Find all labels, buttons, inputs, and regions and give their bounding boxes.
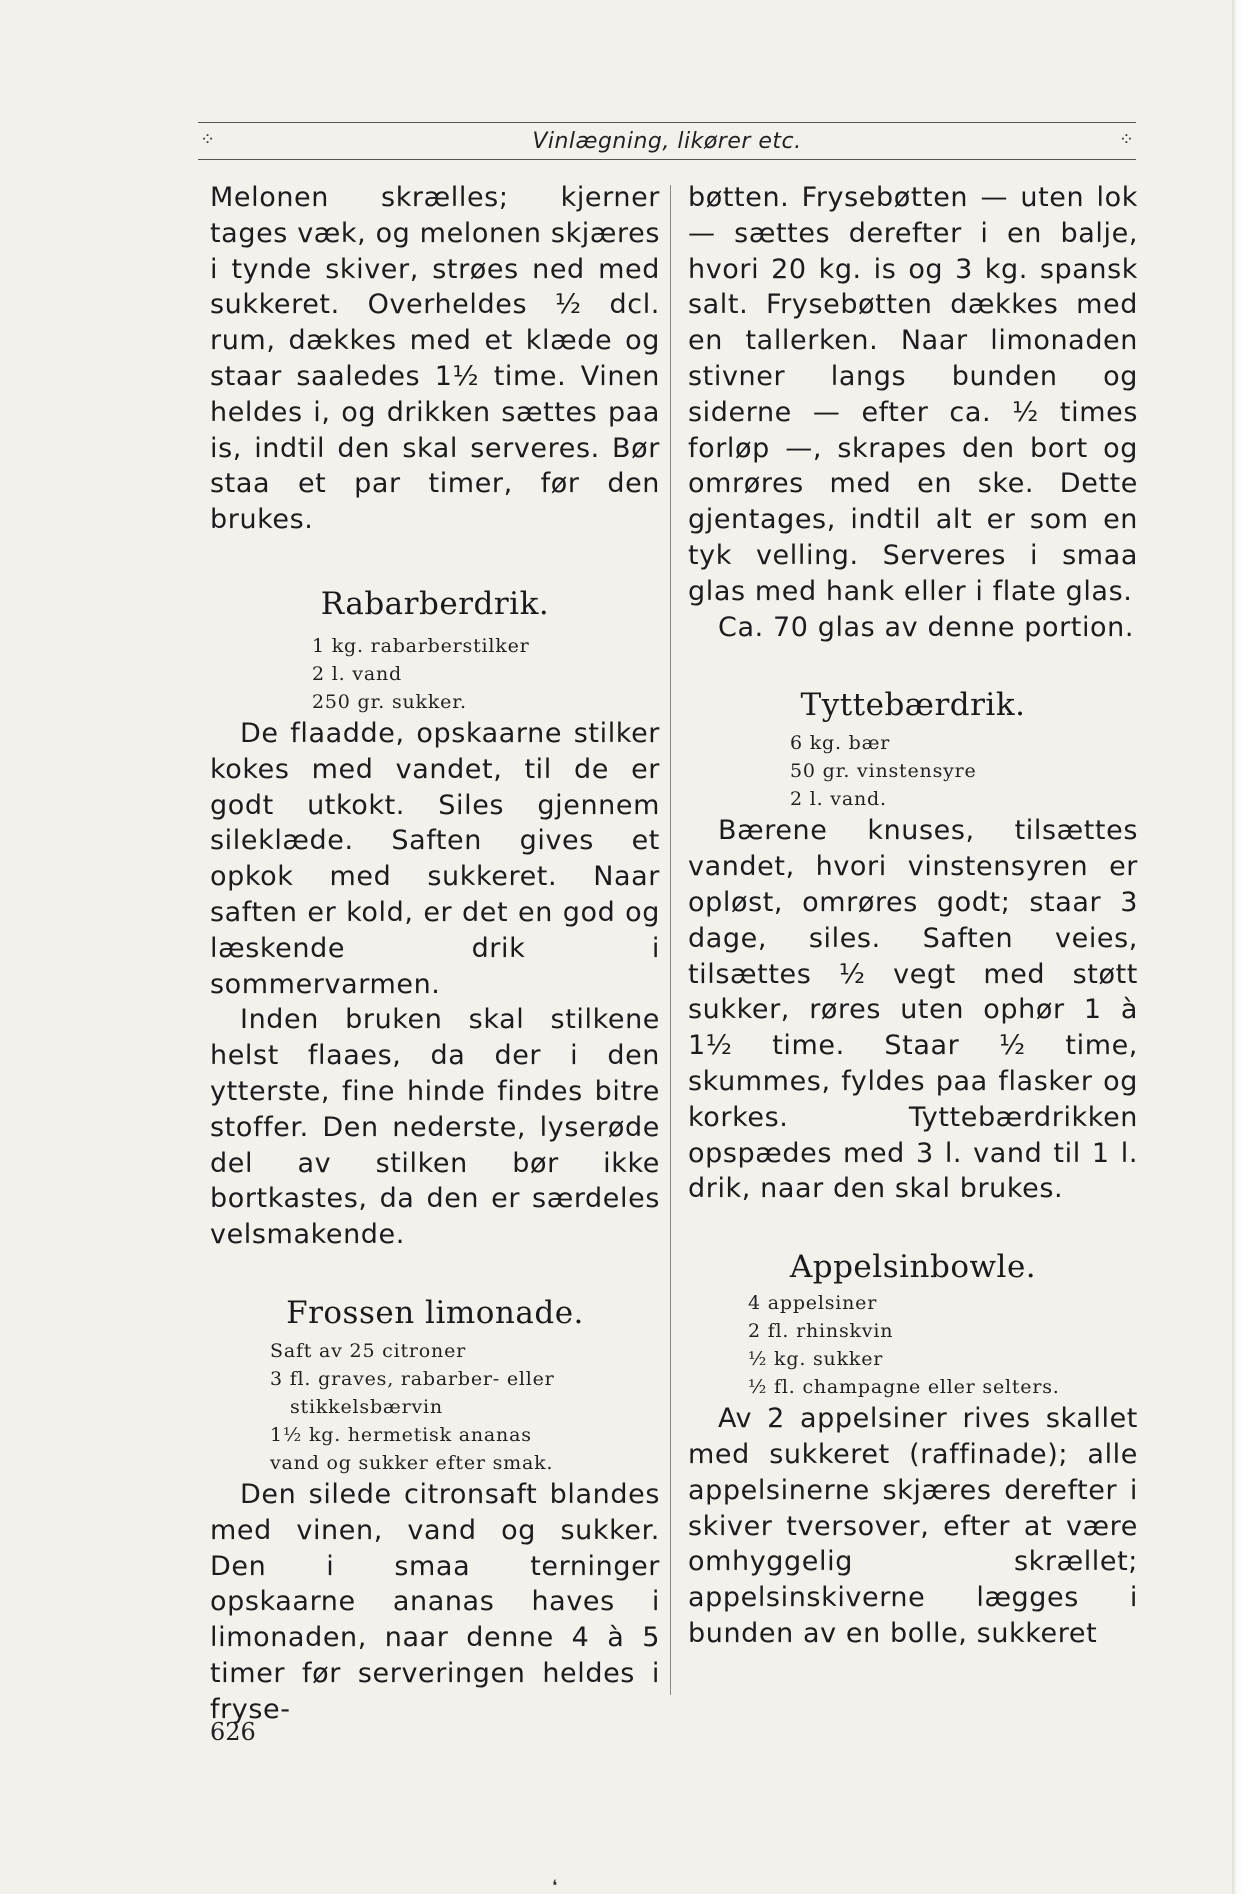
ingredient-item: 1½ kg. hermetisk ananas xyxy=(270,1423,532,1446)
ingredient-item: 4 appelsiner xyxy=(748,1292,878,1315)
ingredient-list-appelsin xyxy=(688,1289,1138,1401)
ingredient-item: 2 l. vand. xyxy=(790,788,887,811)
recipe-title-appelsinbowle: Appelsinbowle. xyxy=(789,1249,1037,1286)
ingredient-list-rabarber xyxy=(210,632,660,716)
limonade-yield: Ca. 70 glas av denne portion. xyxy=(718,611,1135,643)
rabarber-text-1: De flaadde, opskaarne stilker kokes med vandet, til de er godt utkokt. Siles gjennem sileklæde. Saften gives et opkok med sukkeret. Naar saften er kold, er det en god og læskende drik i sommervarmen. xyxy=(210,717,660,1000)
header-title: Vinlægning, likører etc. xyxy=(532,128,802,154)
ingredient-item: stikkelsbærvin xyxy=(290,1395,443,1418)
ingredient-item: 2 fl. rhinskvin xyxy=(748,1320,894,1343)
ingredient-item: 1 kg. rabarberstilker xyxy=(312,634,530,657)
melon-text: Melonen skrælles; kjerner tages væk, og melonen skjæres i tynde skiver, strøes ned med sukkeret. Overheldes ½ dcl. rum, dækkes med et klæde og staar saaledes 1½ time. Vinen heldes i, og drikken sættes paa is, indtil den skal serveres. Bør staa et par timer, før den brukes. xyxy=(210,182,660,536)
page-number: 626 xyxy=(210,1718,256,1746)
ingredient-item: ½ kg. sukker xyxy=(748,1348,884,1371)
ingredient-item: 50 gr. vinstensyre xyxy=(790,760,977,783)
ingredient-item: Saft av 25 citroner xyxy=(270,1339,467,1362)
ingredient-item: 250 gr. sukker. xyxy=(312,690,467,713)
ingredient-item: ½ fl. champagne eller selters. xyxy=(748,1376,1060,1399)
tyttebaer-text: Bærene knuses, tilsættes vandet, hvori vinstensyren er opløst, omrøres godt; staar 3 dage, siles. Saften veies, tilsættes ½ vegt med støtt sukker, røres uten ophør 1 à 1½ time. Staar ½ time, skummes, fyldes paa flasker og korkes. Tyttebærdrikken opspædes med 3 l. vand til 1 l. drik, naar den skal brukes. xyxy=(688,815,1138,1205)
ingredient-item: 2 l. vand xyxy=(312,662,402,685)
ingredient-item: vand og sukker efter smak. xyxy=(270,1451,554,1474)
limonade-text-1: Den silede citronsaft blandes med vinen, vand og sukker. Den i smaa terninger opskaarne ananas haves i limonaden, naar denne 4 à 5 timer før serveringen heldes i fryse- xyxy=(210,1478,660,1725)
recipe-title-frossen-limonade: Frossen limonade. xyxy=(286,1294,584,1331)
ornament-right-icon: ⁘ xyxy=(1118,129,1134,150)
print-mark-icon: ❛ xyxy=(552,1876,558,1895)
recipe-title-tyttebaerdrik: Tyttebærdrik. xyxy=(800,687,1026,724)
limonade-text-continued: bøtten. Frysebøtten — uten lok — sættes derefter i en balje, hvori 20 kg. is og 3 kg. spansk salt. Frysebøtten dækkes med en tallerken. Naar limonaden stivner langs bunden og siderne — efter ca. ½ times forløp —, skrapes den bort og omrøres med en ske. Dette gjentages, indtil alt er som en tyk velling. Serveres i smaa glas med hank eller i flate glas. xyxy=(688,182,1138,607)
left-column xyxy=(210,180,660,1728)
ornament-left-icon: ⁘ xyxy=(200,129,216,150)
ingredient-item: 6 kg. bær xyxy=(790,732,891,755)
recipe-title-rabarberdrik: Rabarberdrik. xyxy=(320,585,550,622)
ingredient-item: 3 fl. graves, rabarber- eller xyxy=(270,1367,555,1390)
rabarber-text-2: Inden bruken skal stilkene helst flaaes, da der i den ytterste, fine hinde findes bitre stoffer. Den nederste, lyserøde del av stilken bør ikke bortkastes, da den er særdeles velsmakende. xyxy=(210,1004,660,1251)
page-edge xyxy=(1232,0,1244,1894)
appelsin-text: Av 2 appelsiner rives skallet med sukkeret (raffinade); alle appelsinerne skjæres derefter i skiver tversover, efter at være omhyggelig skrællet; appelsinskiverne lægges i bunden av en bolle, sukkeret xyxy=(688,1403,1138,1649)
ingredient-list-tyttebaer xyxy=(688,729,1138,813)
running-header xyxy=(198,122,1136,160)
column-divider xyxy=(670,185,671,1695)
ingredient-list-limonade xyxy=(210,1337,660,1477)
right-column xyxy=(688,180,1138,1652)
